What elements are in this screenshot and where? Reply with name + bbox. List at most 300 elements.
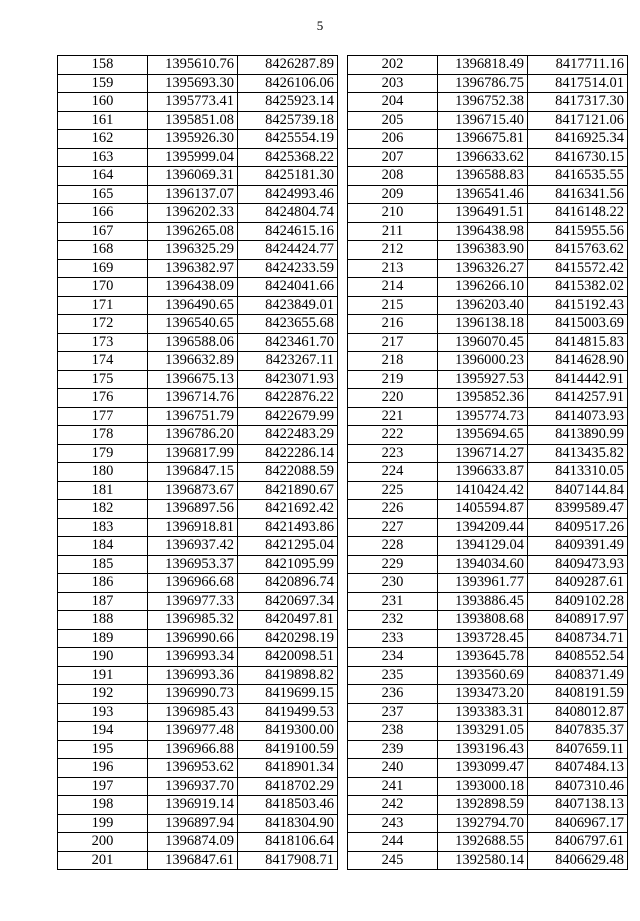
x-coordinate-cell: 1396438.98 [438, 222, 528, 241]
point-number-cell: 169 [58, 259, 148, 278]
x-coordinate-cell: 1396786.20 [148, 426, 238, 445]
point-number-cell: 228 [348, 537, 438, 556]
table-row [348, 444, 628, 463]
point-number-cell: 167 [58, 222, 148, 241]
x-coordinate-cell: 1396265.08 [148, 222, 238, 241]
y-coordinate-cell: 8418702.29 [238, 777, 338, 796]
table-row [58, 759, 338, 778]
x-coordinate-cell: 1396966.68 [148, 574, 238, 593]
x-coordinate-cell: 1395693.30 [148, 74, 238, 93]
y-coordinate-cell: 8421493.86 [238, 518, 338, 537]
y-coordinate-cell: 8408917.97 [528, 611, 628, 630]
table-row [58, 833, 338, 852]
table-row [58, 796, 338, 815]
point-number-cell: 177 [58, 407, 148, 426]
point-number-cell: 184 [58, 537, 148, 556]
point-number-cell: 199 [58, 814, 148, 833]
y-coordinate-cell: 8426287.89 [238, 56, 338, 75]
point-number-cell: 173 [58, 333, 148, 352]
x-coordinate-cell: 1393196.43 [438, 740, 528, 759]
y-coordinate-cell: 8425739.18 [238, 111, 338, 130]
y-coordinate-cell: 8407144.84 [528, 481, 628, 500]
x-coordinate-cell: 1395773.41 [148, 93, 238, 112]
table-row [58, 352, 338, 371]
x-coordinate-cell: 1396070.45 [438, 333, 528, 352]
y-coordinate-cell: 8408371.49 [528, 666, 628, 685]
x-coordinate-cell: 1396752.38 [438, 93, 528, 112]
y-coordinate-cell: 8416535.55 [528, 167, 628, 186]
point-number-cell: 162 [58, 130, 148, 149]
x-coordinate-cell: 1395999.04 [148, 148, 238, 167]
point-number-cell: 234 [348, 648, 438, 667]
y-coordinate-cell: 8416148.22 [528, 204, 628, 223]
y-coordinate-cell: 8424233.59 [238, 259, 338, 278]
table-row [58, 481, 338, 500]
table-row [348, 759, 628, 778]
point-number-cell: 243 [348, 814, 438, 833]
x-coordinate-cell: 1395610.76 [148, 56, 238, 75]
y-coordinate-cell: 8423461.70 [238, 333, 338, 352]
y-coordinate-cell: 8425923.14 [238, 93, 338, 112]
y-coordinate-cell: 8419300.00 [238, 722, 338, 741]
point-number-cell: 245 [348, 851, 438, 870]
table-row [348, 185, 628, 204]
table-row [348, 130, 628, 149]
point-number-cell: 236 [348, 685, 438, 704]
point-number-cell: 225 [348, 481, 438, 500]
x-coordinate-cell: 1396540.65 [148, 315, 238, 334]
table-row [58, 555, 338, 574]
y-coordinate-cell: 8416730.15 [528, 148, 628, 167]
point-number-cell: 219 [348, 370, 438, 389]
y-coordinate-cell: 8408734.71 [528, 629, 628, 648]
point-number-cell: 229 [348, 555, 438, 574]
point-number-cell: 187 [58, 592, 148, 611]
x-coordinate-cell: 1396817.99 [148, 444, 238, 463]
y-coordinate-cell: 8415192.43 [528, 296, 628, 315]
table-row [348, 426, 628, 445]
y-coordinate-cell: 8419898.82 [238, 666, 338, 685]
x-coordinate-cell: 1393099.47 [438, 759, 528, 778]
y-coordinate-cell: 8407659.11 [528, 740, 628, 759]
y-coordinate-cell: 8422483.29 [238, 426, 338, 445]
point-number-cell: 178 [58, 426, 148, 445]
point-number-cell: 170 [58, 278, 148, 297]
y-coordinate-cell: 8408191.59 [528, 685, 628, 704]
point-number-cell: 221 [348, 407, 438, 426]
y-coordinate-cell: 8418304.90 [238, 814, 338, 833]
x-coordinate-cell: 1396490.65 [148, 296, 238, 315]
x-coordinate-cell: 1396818.49 [438, 56, 528, 75]
table-row [348, 93, 628, 112]
table-row [58, 167, 338, 186]
point-number-cell: 212 [348, 241, 438, 260]
point-number-cell: 237 [348, 703, 438, 722]
table-row [348, 740, 628, 759]
table-row [348, 814, 628, 833]
table-row [58, 278, 338, 297]
x-coordinate-cell: 1396937.42 [148, 537, 238, 556]
x-coordinate-cell: 1393291.05 [438, 722, 528, 741]
x-coordinate-cell: 1396990.66 [148, 629, 238, 648]
table-row [348, 148, 628, 167]
point-number-cell: 235 [348, 666, 438, 685]
x-coordinate-cell: 1396069.31 [148, 167, 238, 186]
y-coordinate-cell: 8421295.04 [238, 537, 338, 556]
point-number-cell: 215 [348, 296, 438, 315]
table-row [58, 185, 338, 204]
table-row [348, 204, 628, 223]
point-number-cell: 197 [58, 777, 148, 796]
x-coordinate-cell: 1396588.06 [148, 333, 238, 352]
y-coordinate-cell: 8413435.82 [528, 444, 628, 463]
table-row [348, 241, 628, 260]
table-row [58, 722, 338, 741]
table-row [348, 555, 628, 574]
x-coordinate-cell: 1396985.32 [148, 611, 238, 630]
point-number-cell: 166 [58, 204, 148, 223]
y-coordinate-cell: 8413310.05 [528, 463, 628, 482]
table-row [58, 370, 338, 389]
point-number-cell: 210 [348, 204, 438, 223]
y-coordinate-cell: 8424041.66 [238, 278, 338, 297]
y-coordinate-cell: 8417711.16 [528, 56, 628, 75]
y-coordinate-cell: 8407138.13 [528, 796, 628, 815]
y-coordinate-cell: 8414257.91 [528, 389, 628, 408]
point-number-cell: 231 [348, 592, 438, 611]
point-number-cell: 164 [58, 167, 148, 186]
point-number-cell: 232 [348, 611, 438, 630]
table-row [348, 777, 628, 796]
coordinates-table-right [347, 55, 628, 870]
table-row [348, 851, 628, 870]
point-number-cell: 207 [348, 148, 438, 167]
x-coordinate-cell: 1396897.94 [148, 814, 238, 833]
point-number-cell: 176 [58, 389, 148, 408]
table-row [58, 500, 338, 519]
table-row [58, 56, 338, 75]
table-row [58, 111, 338, 130]
point-number-cell: 216 [348, 315, 438, 334]
y-coordinate-cell: 8422876.22 [238, 389, 338, 408]
y-coordinate-cell: 8420298.19 [238, 629, 338, 648]
point-number-cell: 172 [58, 315, 148, 334]
y-coordinate-cell: 8409102.28 [528, 592, 628, 611]
point-number-cell: 214 [348, 278, 438, 297]
point-number-cell: 193 [58, 703, 148, 722]
y-coordinate-cell: 8423655.68 [238, 315, 338, 334]
x-coordinate-cell: 1396137.07 [148, 185, 238, 204]
point-number-cell: 196 [58, 759, 148, 778]
coordinates-table-body [348, 56, 628, 870]
x-coordinate-cell: 1394034.60 [438, 555, 528, 574]
x-coordinate-cell: 1396675.81 [438, 130, 528, 149]
table-row [348, 500, 628, 519]
y-coordinate-cell: 8414073.93 [528, 407, 628, 426]
point-number-cell: 179 [58, 444, 148, 463]
x-coordinate-cell: 1393383.31 [438, 703, 528, 722]
point-number-cell: 203 [348, 74, 438, 93]
y-coordinate-cell: 8416341.56 [528, 185, 628, 204]
table-row [58, 130, 338, 149]
table-row [58, 518, 338, 537]
y-coordinate-cell: 8422679.99 [238, 407, 338, 426]
table-row [348, 833, 628, 852]
table-row [58, 148, 338, 167]
x-coordinate-cell: 1396985.43 [148, 703, 238, 722]
x-coordinate-cell: 1396633.62 [438, 148, 528, 167]
x-coordinate-cell: 1394209.44 [438, 518, 528, 537]
y-coordinate-cell: 8425368.22 [238, 148, 338, 167]
table-row [58, 814, 338, 833]
x-coordinate-cell: 1405594.87 [438, 500, 528, 519]
point-number-cell: 241 [348, 777, 438, 796]
y-coordinate-cell: 8417317.30 [528, 93, 628, 112]
point-number-cell: 238 [348, 722, 438, 741]
y-coordinate-cell: 8419699.15 [238, 685, 338, 704]
y-coordinate-cell: 8423849.01 [238, 296, 338, 315]
table-row [348, 611, 628, 630]
y-coordinate-cell: 8421890.67 [238, 481, 338, 500]
x-coordinate-cell: 1396266.10 [438, 278, 528, 297]
table-row [58, 333, 338, 352]
point-number-cell: 188 [58, 611, 148, 630]
table-row [348, 222, 628, 241]
x-coordinate-cell: 1395774.73 [438, 407, 528, 426]
page-number: 5 [316, 18, 324, 33]
x-coordinate-cell: 1393808.68 [438, 611, 528, 630]
x-coordinate-cell: 1396633.87 [438, 463, 528, 482]
x-coordinate-cell: 1392898.59 [438, 796, 528, 815]
y-coordinate-cell: 8424424.77 [238, 241, 338, 260]
table-row [58, 93, 338, 112]
table-row [58, 259, 338, 278]
y-coordinate-cell: 8422088.59 [238, 463, 338, 482]
table-row [348, 666, 628, 685]
table-row [58, 426, 338, 445]
y-coordinate-cell: 8399589.47 [528, 500, 628, 519]
y-coordinate-cell: 8414442.91 [528, 370, 628, 389]
point-number-cell: 161 [58, 111, 148, 130]
table-row [58, 463, 338, 482]
x-coordinate-cell: 1396919.14 [148, 796, 238, 815]
y-coordinate-cell: 8419100.59 [238, 740, 338, 759]
y-coordinate-cell: 8415955.56 [528, 222, 628, 241]
coordinates-table-body [58, 56, 338, 870]
point-number-cell: 190 [58, 648, 148, 667]
table-row [348, 370, 628, 389]
table-row [58, 204, 338, 223]
y-coordinate-cell: 8422286.14 [238, 444, 338, 463]
coordinates-table-left [57, 55, 338, 870]
y-coordinate-cell: 8406967.17 [528, 814, 628, 833]
table-row [348, 574, 628, 593]
y-coordinate-cell: 8407835.37 [528, 722, 628, 741]
x-coordinate-cell: 1396847.15 [148, 463, 238, 482]
x-coordinate-cell: 1396953.37 [148, 555, 238, 574]
y-coordinate-cell: 8408552.54 [528, 648, 628, 667]
x-coordinate-cell: 1396990.73 [148, 685, 238, 704]
y-coordinate-cell: 8407484.13 [528, 759, 628, 778]
point-number-cell: 181 [58, 481, 148, 500]
y-coordinate-cell: 8413890.99 [528, 426, 628, 445]
y-coordinate-cell: 8414628.90 [528, 352, 628, 371]
y-coordinate-cell: 8409391.49 [528, 537, 628, 556]
point-number-cell: 244 [348, 833, 438, 852]
x-coordinate-cell: 1396203.40 [438, 296, 528, 315]
table-row [58, 222, 338, 241]
y-coordinate-cell: 8409517.26 [528, 518, 628, 537]
table-row [348, 259, 628, 278]
y-coordinate-cell: 8415382.02 [528, 278, 628, 297]
x-coordinate-cell: 1393886.45 [438, 592, 528, 611]
y-coordinate-cell: 8417908.71 [238, 851, 338, 870]
point-number-cell: 227 [348, 518, 438, 537]
point-number-cell: 220 [348, 389, 438, 408]
table-row [58, 592, 338, 611]
point-number-cell: 242 [348, 796, 438, 815]
point-number-cell: 233 [348, 629, 438, 648]
y-coordinate-cell: 8415763.62 [528, 241, 628, 260]
table-row [58, 74, 338, 93]
x-coordinate-cell: 1396847.61 [148, 851, 238, 870]
x-coordinate-cell: 1396977.48 [148, 722, 238, 741]
y-coordinate-cell: 8425554.19 [238, 130, 338, 149]
x-coordinate-cell: 1392580.14 [438, 851, 528, 870]
table-row [348, 407, 628, 426]
y-coordinate-cell: 8425181.30 [238, 167, 338, 186]
point-number-cell: 230 [348, 574, 438, 593]
x-coordinate-cell: 1396953.62 [148, 759, 238, 778]
point-number-cell: 240 [348, 759, 438, 778]
table-row [348, 111, 628, 130]
x-coordinate-cell: 1393473.20 [438, 685, 528, 704]
x-coordinate-cell: 1396918.81 [148, 518, 238, 537]
point-number-cell: 213 [348, 259, 438, 278]
x-coordinate-cell: 1396138.18 [438, 315, 528, 334]
table-row [348, 56, 628, 75]
table-row [58, 537, 338, 556]
y-coordinate-cell: 8424804.74 [238, 204, 338, 223]
y-coordinate-cell: 8406797.61 [528, 833, 628, 852]
y-coordinate-cell: 8423071.93 [238, 370, 338, 389]
table-row [348, 685, 628, 704]
point-number-cell: 163 [58, 148, 148, 167]
y-coordinate-cell: 8421095.99 [238, 555, 338, 574]
table-row [58, 685, 338, 704]
point-number-cell: 194 [58, 722, 148, 741]
table-row [58, 241, 338, 260]
point-number-cell: 192 [58, 685, 148, 704]
table-row [348, 592, 628, 611]
point-number-cell: 198 [58, 796, 148, 815]
table-row [348, 722, 628, 741]
table-row [58, 296, 338, 315]
point-number-cell: 175 [58, 370, 148, 389]
table-row [58, 703, 338, 722]
point-number-cell: 160 [58, 93, 148, 112]
table-row [348, 167, 628, 186]
point-number-cell: 159 [58, 74, 148, 93]
y-coordinate-cell: 8407310.46 [528, 777, 628, 796]
x-coordinate-cell: 1396382.97 [148, 259, 238, 278]
x-coordinate-cell: 1396897.56 [148, 500, 238, 519]
table-row [348, 629, 628, 648]
table-row [58, 574, 338, 593]
table-row [348, 74, 628, 93]
point-number-cell: 165 [58, 185, 148, 204]
y-coordinate-cell: 8417121.06 [528, 111, 628, 130]
point-number-cell: 171 [58, 296, 148, 315]
x-coordinate-cell: 1396325.29 [148, 241, 238, 260]
y-coordinate-cell: 8420697.34 [238, 592, 338, 611]
point-number-cell: 224 [348, 463, 438, 482]
table-row [348, 648, 628, 667]
point-number-cell: 208 [348, 167, 438, 186]
x-coordinate-cell: 1395851.08 [148, 111, 238, 130]
point-number-cell: 195 [58, 740, 148, 759]
table-row [348, 315, 628, 334]
point-number-cell: 168 [58, 241, 148, 260]
x-coordinate-cell: 1396751.79 [148, 407, 238, 426]
table-row [58, 444, 338, 463]
y-coordinate-cell: 8414815.83 [528, 333, 628, 352]
x-coordinate-cell: 1396966.88 [148, 740, 238, 759]
point-number-cell: 189 [58, 629, 148, 648]
table-row [348, 333, 628, 352]
x-coordinate-cell: 1395926.30 [148, 130, 238, 149]
table-row [58, 740, 338, 759]
y-coordinate-cell: 8419499.53 [238, 703, 338, 722]
x-coordinate-cell: 1393961.77 [438, 574, 528, 593]
table-row [58, 629, 338, 648]
y-coordinate-cell: 8420098.51 [238, 648, 338, 667]
table-row [348, 352, 628, 371]
point-number-cell: 222 [348, 426, 438, 445]
table-row [58, 648, 338, 667]
x-coordinate-cell: 1395927.53 [438, 370, 528, 389]
point-number-cell: 209 [348, 185, 438, 204]
point-number-cell: 223 [348, 444, 438, 463]
x-coordinate-cell: 1396937.70 [148, 777, 238, 796]
point-number-cell: 218 [348, 352, 438, 371]
table-row [348, 537, 628, 556]
x-coordinate-cell: 1395852.36 [438, 389, 528, 408]
x-coordinate-cell: 1396873.67 [148, 481, 238, 500]
table-row [348, 389, 628, 408]
table-row [58, 315, 338, 334]
table-row [348, 278, 628, 297]
x-coordinate-cell: 1396202.33 [148, 204, 238, 223]
y-coordinate-cell: 8424615.16 [238, 222, 338, 241]
x-coordinate-cell: 1396491.51 [438, 204, 528, 223]
x-coordinate-cell: 1396000.23 [438, 352, 528, 371]
table-row [58, 777, 338, 796]
x-coordinate-cell: 1394129.04 [438, 537, 528, 556]
point-number-cell: 185 [58, 555, 148, 574]
x-coordinate-cell: 1395694.65 [438, 426, 528, 445]
x-coordinate-cell: 1393645.78 [438, 648, 528, 667]
point-number-cell: 182 [58, 500, 148, 519]
x-coordinate-cell: 1392794.70 [438, 814, 528, 833]
y-coordinate-cell: 8420497.81 [238, 611, 338, 630]
y-coordinate-cell: 8409287.61 [528, 574, 628, 593]
point-number-cell: 205 [348, 111, 438, 130]
y-coordinate-cell: 8418503.46 [238, 796, 338, 815]
x-coordinate-cell: 1396993.34 [148, 648, 238, 667]
point-number-cell: 183 [58, 518, 148, 537]
y-coordinate-cell: 8423267.11 [238, 352, 338, 371]
